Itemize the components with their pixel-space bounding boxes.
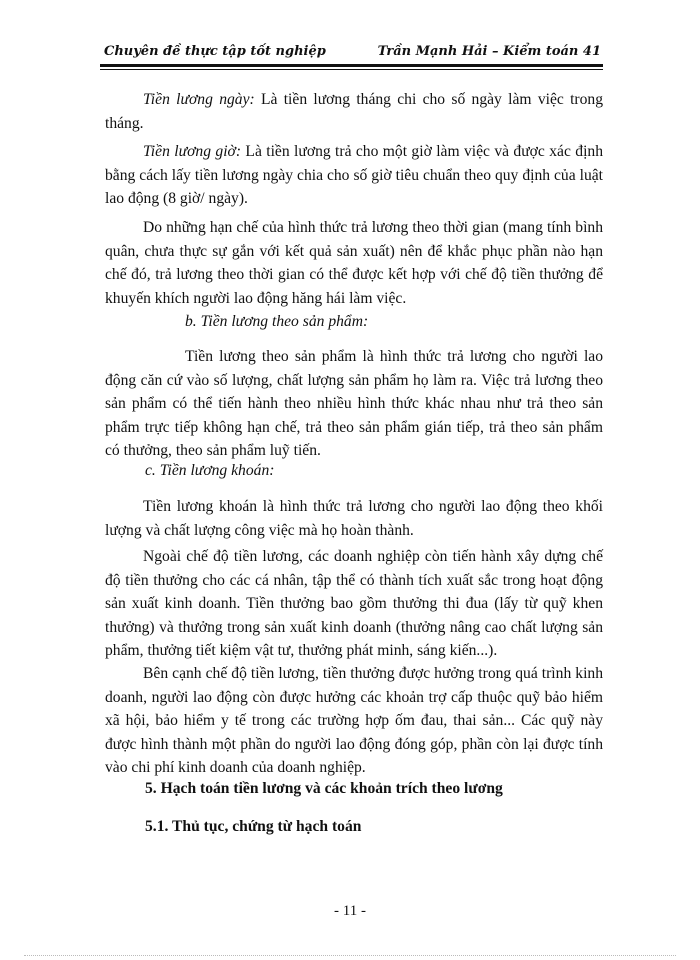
paragraph-bonus	[105, 545, 603, 663]
piece-wage-text: Tiền lương khoán là hình thức trả lương cho người lao động theo khối lượng và chất lượng công việc mà họ hoàn thành.	[105, 498, 603, 539]
page-bottom-border	[24, 955, 676, 956]
bonus-text: Ngoài chế độ tiền lương, các doanh nghiệp còn tiến hành xây dựng chế độ tiền thưởng cho các cá nhân, tập thể có thành tích xuất sắc trong hoạt động sản xuất kinh doanh. Tiền thưởng bao gồm thưởng thi đua (lấy từ quỹ khen thưởng) và thưởng trong sản xuất kinh doanh (thưởng nâng cao chất lượng sản phẩm, thưởng tiết kiệm vật tư, thưởng phát minh, sáng kiến...).	[105, 548, 603, 659]
page-number: - 11 -	[334, 903, 366, 919]
paragraph-daily-wage	[105, 88, 603, 135]
heading-section-5: 5. Hạch toán tiền lương và các khoản trích theo lương	[145, 780, 503, 797]
header-author: Trần Mạnh Hải – Kiểm toán 41	[377, 44, 601, 59]
daily-wage-text: Là tiền lương tháng chi cho số ngày làm việc trong tháng.	[105, 91, 603, 132]
allowances-text: Bên cạnh chế độ tiền lương, tiền thưởng được hưởng trong quá trình kinh doanh, người lao động còn được hưởng các khoản trợ cấp thuộc quỹ bảo hiểm xã hội, bảo hiểm y tế trong các trường hợp ốm đau, thai sản... Các quỹ này được hình thành một phần do người lao động đóng góp, phần còn lại được tính vào chi phí kinh doanh của doanh nghiệp.	[105, 665, 603, 776]
paragraph-piece-wage	[105, 495, 603, 542]
product-wage-text: Tiền lương theo sản phẩm là hình thức trả lương cho người lao động căn cứ vào số lượng, chất lượng sản phẩm họ làm ra. Việc trả lương theo sản phẩm có thể tiến hành theo nhiều hình thức khác nhau như trả theo sản phẩm trực tiếp không hạn chế, trả theo sản phẩm gián tiếp, trả theo sản phẩm có thưởng, theo sản phẩm luỹ tiến.	[105, 348, 603, 459]
hourly-wage-text: Là tiền lương trả cho một giờ làm việc và được xác định bằng cách lấy tiền lương ngày chia cho số giờ tiêu chuẩn theo quy định của luật lao động (8 giờ/ ngày).	[105, 143, 603, 207]
heading-section-5-1: 5.1. Thủ tục, chứng từ hạch toán	[145, 818, 362, 835]
term-hourly-wage: Tiền lương giờ:	[143, 143, 242, 160]
paragraph-allowances	[105, 662, 603, 780]
term-daily-wage: Tiền lương ngày:	[143, 91, 255, 108]
header-document-title: Chuyên đề thực tập tốt nghiệp	[104, 44, 326, 59]
heading-product-wage: b. Tiền lương theo sản phẩm:	[185, 313, 369, 330]
page-header	[100, 40, 603, 68]
paragraph-product-wage	[105, 345, 603, 463]
header-rule-thick	[100, 64, 603, 67]
time-wage-limits-text: Do những hạn chế của hình thức trả lương theo thời gian (mang tính bình quân, chưa thực sự gắn với kết quả sản xuất) nên để khắc phục phần nào hạn chế đó, trả lương theo thời gian có thể được kết hợp với chế độ tiền thưởng để khuyến khích người lao động hăng hái làm việc.	[105, 219, 603, 307]
header-rule-thin	[100, 69, 603, 70]
heading-piece-wage: c. Tiền lương khoán:	[145, 462, 275, 479]
paragraph-time-wage-limits	[105, 216, 603, 310]
paragraph-hourly-wage	[105, 140, 603, 211]
